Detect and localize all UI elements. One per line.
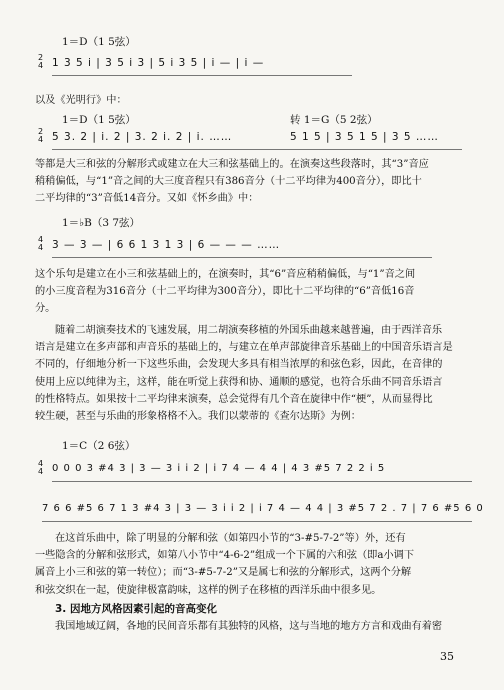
underline-2 xyxy=(52,149,462,150)
time-signature-1: 2 4 xyxy=(38,53,45,70)
time-signature-4: 4 4 xyxy=(38,459,45,476)
key-signature-3: 1＝♭B（3 7弦） xyxy=(62,217,141,229)
page-number: 35 xyxy=(440,650,454,663)
jianpu-line-5: 7 6 6 #5 6 7 1 3 #4 3 | 3 — 3 i i 2 | i 7 4 — 4 4 | 3 #5 7 2 . 7 | 7 6 #5 6 0 xyxy=(42,503,484,514)
underline-3 xyxy=(52,257,432,258)
time-signature-3: 4 4 xyxy=(38,235,45,252)
section-heading: 3. 因地方风格因素引起的音高变化 xyxy=(55,603,217,615)
paragraph-5: 我国地域辽阔，各地的民间音乐都有其独特的风格，这与当地的地方方言和戏曲有着密 xyxy=(55,621,443,632)
underline-5 xyxy=(42,521,472,522)
intro-text: 以及《光明行》中： xyxy=(35,95,127,106)
jianpu-line-2-left: 5 3. 2 | i. 2 | 3. 2 i. 2 | i. …… xyxy=(52,131,233,143)
paragraph-4: 在这首乐曲中，除了明显的分解和弦（如第四小节的“3-#5-7-2”等）外，还有 一些隐含的分解和弦形式，如第八小节中“4-6-2”组成一个下属的六和弦（即a小调下 属音上小三和弦的第一转位）；而“3-#5-7-2”又是属七和弦的分解形式，这两个分解 和弦交织在一起，使旋律极富韵味，这样的例子在移植的西洋乐曲中很多见。 xyxy=(35,533,415,596)
jianpu-line-1: 1 3 5 i | 3 5 i 3 | 5 i 3 5 | i — | i — xyxy=(52,57,265,69)
jianpu-line-4: 0 0 0 3 #4 3 | 3 — 3 i i 2 | i 7 4 — 4 4 | 4 3 #5 7 2 2 i 5 xyxy=(52,463,386,474)
key-signature-1: 1＝D（1 5弦） xyxy=(62,36,136,48)
underline-1 xyxy=(52,75,352,76)
paragraph-2: 这个乐句是建立在小三和弦基础上的，在演奏时，其“6”音应稍稍偏低，与“1”音之间 的小三度音程为316音分（十二平均律为300音分），即比十二平均律的“6”音低16音 分。 xyxy=(35,269,416,315)
paragraph-1: 等都是大三和弦的分解形式或建立在大三和弦基础上的。在演奏这些段落时，其“3”音应 稍稍偏低，与“1”音之间的大三度音程只有386音分（十二平均律为400音分），即比十 二平均律的“3”音低14音分。又如《怀乡曲》中： xyxy=(35,159,429,205)
key-signature-2: 1＝D（1 5弦） xyxy=(62,114,136,126)
key-signature-4: 1＝C（2 6弦） xyxy=(62,440,136,452)
time-signature-2: 2 4 xyxy=(38,127,45,144)
underline-4 xyxy=(52,481,472,482)
jianpu-line-2-right: 5 1 5 | 3 5 1 5 | 3 5 …… xyxy=(290,131,439,143)
paragraph-3: 随着二胡演奏技术的飞速发展，用二胡演奏移植的外国乐曲越来越普遍，由于西洋音乐 语言是建立在多声部和声音乐的基础上的，与建立在单声部旋律音乐基础上的中国音乐语言是 不同的，仔细地分析一下这些乐曲，会发现大多具有相当浓厚的和弦色彩，因此，在音律的 使用上应以纯律为主，这样，能在听觉上获得和协、通顺的感觉，也符合乐曲不同音乐语言 的性格特点。如果按十二平均律来演奏，总会觉得有几个音在旋律中作“梗”，从而显得比 较生硬，甚至与乐曲的形象格格不入。我们以蒙蒂的《查尔达斯》为例： xyxy=(35,325,453,423)
modulation-label: 转 1＝G（5 2弦） xyxy=(290,114,378,126)
jianpu-line-3: 3 — 3 — | 6 6 1 3 1 3 | 6 — — — …… xyxy=(52,239,281,251)
